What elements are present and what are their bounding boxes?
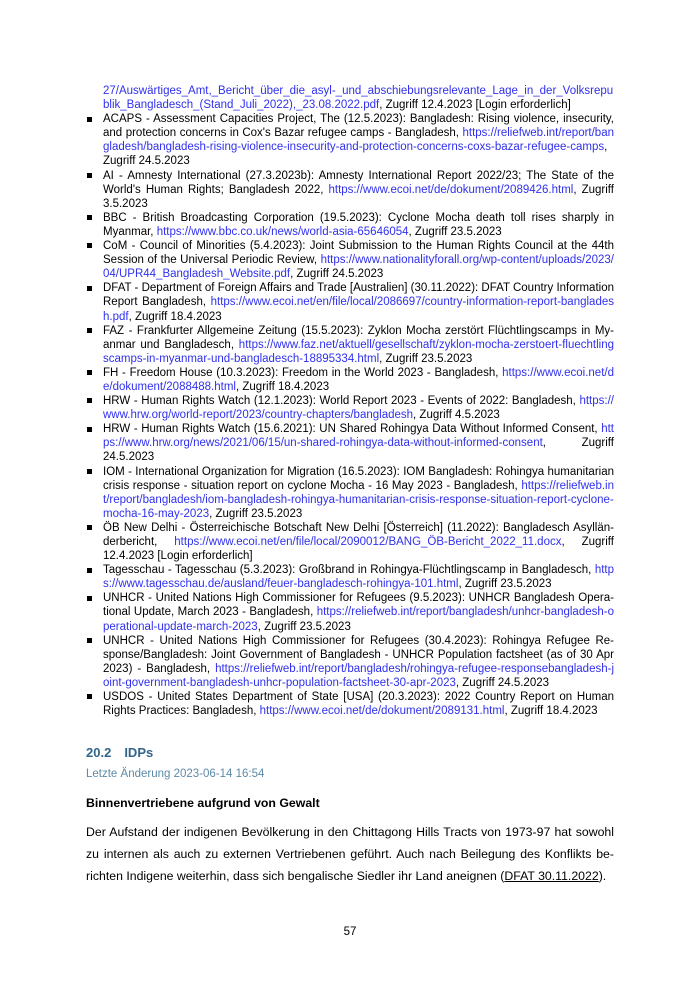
reference-access-date: , Zugriff 23.5.2023 bbox=[257, 620, 351, 633]
paragraph-text-end: ). bbox=[598, 869, 607, 884]
reference-item bbox=[86, 690, 614, 718]
reference-item bbox=[86, 634, 614, 690]
reference-item bbox=[86, 239, 614, 281]
reference-citation-text: USDOS - United States Department of State [USA] (20.3.2023): 2022 Country Report on Human Rights Practices: Bangladesh, bbox=[103, 691, 614, 718]
reference-access-date: , Zugriff 18.4.2023 bbox=[235, 380, 330, 393]
reference-item bbox=[86, 591, 614, 633]
reference-url-link[interactable]: https://reliefweb.int/report/bangladesh/iom-bangladesh-rohingya-humanitarian-crisis-response-situation-report-cyclone-mocha-16-may-2023 bbox=[103, 479, 614, 520]
subsection-subheading: Binnenvertriebene aufgrund von Gewalt bbox=[86, 796, 320, 811]
reference-url-link[interactable]: https://www.tagesschau.de/ausland/feuer-bangladesch-rohingya-101.html bbox=[103, 564, 614, 591]
reference-citation-text: CoM - Council of Minorities (5.4.2023): Joint Submission to the Human Rights Council at the 44th Session of the Universal Periodic Review, bbox=[103, 240, 614, 267]
reference-access-date: , Zugriff 12.4.2023 [Login erforderlich] bbox=[379, 99, 571, 112]
reference-item bbox=[86, 563, 614, 591]
reference-citation-text: ÖB New Delhi - Österreichische Botschaft New Delhi [Österreich] (11.2022): Bangladesch Asylländerbericht, bbox=[103, 521, 614, 548]
document-page-content bbox=[86, 84, 614, 887]
reference-url-link[interactable]: https://reliefweb.int/report/bangladesh/bangladesh-rising-violence-insecurity-and-protection-concerns-coxs-bazar-refugee-camps bbox=[103, 127, 614, 154]
reference-url-link[interactable]: https://www.ecoi.net/de/dokument/2089131.html bbox=[259, 705, 505, 718]
reference-citation-text: Tagesschau - Tagesschau (5.3.2023): Großbrand in Rohingya-Flüchtlingscamp in Bangladesch, bbox=[103, 564, 595, 577]
reference-item bbox=[86, 422, 614, 464]
reference-citation-text: FAZ - Frankfurter Allgemeine Zeitung (15.5.2023): Zyklon Mocha zerstört Flüchtlingscamps in Myanmar und Bangladesch, bbox=[103, 324, 614, 351]
reference-citation-text: IOM - International Organization for Migration (16.5.2023): IOM Bangladesh: Rohingya humanitarian crisis response - situation report on cyclone Mocha - 16 May 2023 - Bangladesh, bbox=[103, 465, 614, 492]
section-number: 20.2 bbox=[86, 745, 112, 761]
last-change-timestamp: Letzte Änderung 2023-06-14 16:54 bbox=[86, 768, 265, 781]
reference-citation-text: UNHCR - United Nations High Commissioner for Refugees (30.4.2023): Rohingya Refugee Response/Bangladesh: Joint Government of Bangladesh - UNHCR Population factsheet (as of 30 Apr 2023) - Bangladesh, bbox=[103, 634, 614, 675]
reference-item bbox=[86, 394, 614, 422]
reference-url-link[interactable]: https://www.nationalityforall.org/wp-content/uploads/2023/04/UPR44_Bangladesh_Website.pdf bbox=[103, 254, 614, 281]
reference-access-date: , Zugriff 24.5.2023 bbox=[455, 676, 550, 689]
reference-access-date: , Zugriff 4.5.2023 bbox=[413, 409, 500, 422]
reference-access-date: , Zugriff 24.5.2023 bbox=[103, 141, 608, 168]
reference-item bbox=[86, 281, 614, 323]
reference-citation-text: FH - Freedom House (10.3.2023): Freedom in the World 2023 - Bangladesh, bbox=[103, 366, 503, 379]
reference-citation-text: UNHCR - United Nations High Commissioner for Refugees (9.5.2023): UNHCR Bangladesh Operational Update, March 2023 - Bangladesh, bbox=[103, 592, 614, 619]
reference-citation-text: BBC - British Broadcasting Corporation (19.5.2023): Cyclone Mocha death toll rises sharply in Myanmar, bbox=[103, 211, 614, 238]
reference-access-date: , Zugriff 23.5.2023 bbox=[408, 225, 502, 238]
reference-url-link[interactable]: https://www.ecoi.net/en/file/local/2086697/country-information-report-bangladesh.pdf bbox=[103, 296, 614, 323]
reference-url-link[interactable]: https://www.bbc.co.uk/news/world-asia-65646054 bbox=[156, 225, 409, 238]
reference-item bbox=[86, 521, 614, 563]
reference-access-date: , Zugriff 24.5.2023 bbox=[290, 268, 384, 281]
reference-access-date: , Zugriff 23.5.2023 bbox=[209, 507, 303, 520]
reference-item bbox=[86, 465, 614, 521]
reference-citation-text: AI - Amnesty International (27.3.2023b): Amnesty International Report 2022/23; The State of the World's Human Rights; Bangladesh 2022, bbox=[103, 169, 614, 196]
reference-url-link[interactable]: https://www.faz.net/aktuell/gesellschaft/zyklon-mocha-zerstoert-fluechtlingscamps-in-myanmar-und-bangladesch-18895334.html bbox=[103, 338, 614, 365]
reference-url-link[interactable]: https://www.ecoi.net/en/file/local/2090012/BANG_ÖB-Bericht_2022_11.docx bbox=[174, 536, 562, 548]
reference-url-link[interactable]: https://www.ecoi.net/de/dokument/2089426.html bbox=[328, 183, 574, 196]
reference-access-date: , Zugriff 18.4.2023 bbox=[504, 705, 598, 718]
reference-access-date: , Zugriff 23.5.2023 bbox=[458, 578, 552, 591]
reference-access-date: , Zugriff 18.4.2023 bbox=[128, 310, 222, 323]
reference-item bbox=[86, 84, 614, 112]
reference-list bbox=[86, 84, 614, 718]
reference-item bbox=[86, 324, 614, 366]
reference-access-date: , Zugriff 23.5.2023 bbox=[379, 352, 473, 365]
reference-item bbox=[86, 211, 614, 239]
reference-url-link[interactable]: https://reliefweb.int/report/bangladesh/rohingya-refugee-responsebangladesh-joint-government-bangladesh-unhcr-population-factsheet-30-apr-2023 bbox=[103, 662, 614, 689]
source-citation-link[interactable]: DFAT 30.11.2022 bbox=[504, 869, 599, 884]
reference-access-date: , Zugriff 3.5.2023 bbox=[103, 183, 614, 210]
reference-url-link[interactable]: https://reliefweb.int/report/bangladesh/unhcr-bangladesh-operational-update-march-2023 bbox=[103, 606, 614, 633]
reference-item bbox=[86, 112, 614, 168]
reference-access-date: , Zugriff 24.5.2023 bbox=[103, 437, 614, 464]
paragraph-text: Der Aufstand der indigenen Bevölkerung in den Chittagong Hills Tracts von 1973-97 hat sowohl zu internen als auch zu externen Vertriebenen geführt. Auch nach Beilegung des Konflikts berichten Indigene weiterhin, dass sich bengalische Siedler ihr Land aneignen ( bbox=[86, 825, 614, 884]
section-heading bbox=[86, 745, 614, 760]
reference-access-date: , Zugriff 12.4.2023 [Login erforderlich] bbox=[103, 536, 614, 563]
page-number: 57 bbox=[343, 926, 357, 938]
body-paragraph bbox=[86, 821, 614, 887]
section-title: IDPs bbox=[124, 745, 154, 761]
reference-citation-text: HRW - Human Rights Watch (15.6.2021): UN Shared Rohingya Data Without Informed Consent, bbox=[103, 423, 602, 436]
reference-url-link[interactable]: 27/Auswärtiges_Amt,_Bericht_über_die_asyl-_und_abschiebungsrelevante_Lage_in_der_Volksrepublik_Bangladesch_(Stand_Juli_2022),_23.08.2022.pdf bbox=[103, 85, 614, 112]
reference-url-link[interactable]: https://www.ecoi.net/de/dokument/2088488.html bbox=[103, 366, 614, 393]
reference-url-link[interactable]: https://www.hrw.org/news/2021/06/15/un-shared-rohingya-data-without-informed-consent bbox=[103, 423, 614, 450]
reference-item bbox=[86, 366, 614, 394]
reference-item bbox=[86, 169, 614, 211]
reference-citation-text: HRW - Human Rights Watch (12.1.2023): World Report 2023 - Events of 2022: Bangladesh, bbox=[103, 395, 580, 408]
reference-citation-text: ACAPS - Assessment Capacities Project, The (12.5.2023): Bangladesh: Rising violence, insecurity, and protection concerns in Cox's Bazar refugee camps - Bangladesh, bbox=[103, 113, 614, 140]
reference-url-link[interactable]: https://www.hrw.org/world-report/2023/country-chapters/bangladesh bbox=[103, 395, 614, 422]
reference-citation-text: DFAT - Department of Foreign Affairs and Trade [Australien] (30.11.2022): DFAT Country Information Report Bangladesh, bbox=[103, 282, 614, 309]
